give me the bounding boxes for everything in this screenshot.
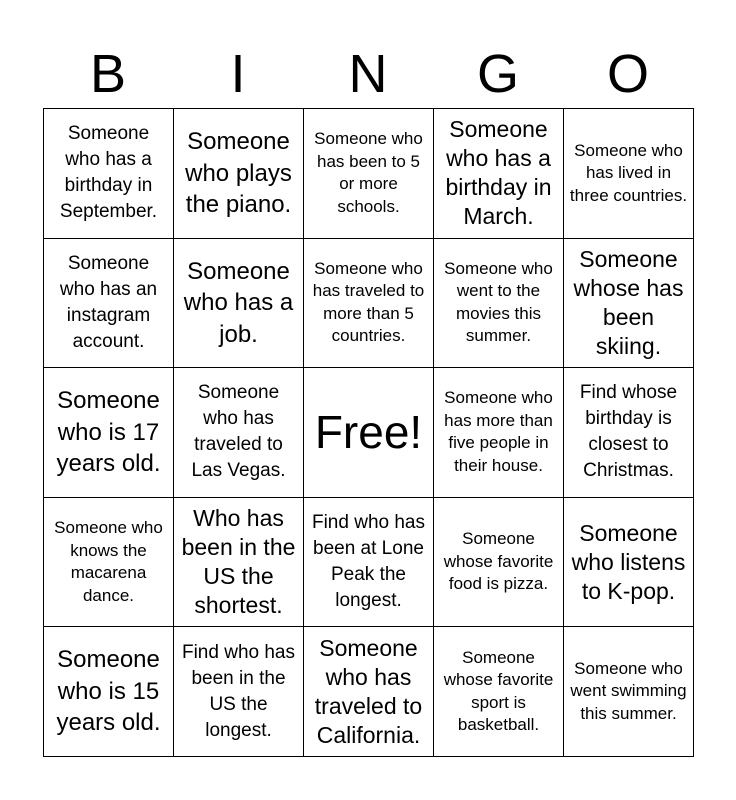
bingo-cell-text: Someone who has a birthday in September. <box>59 123 158 223</box>
bingo-cell[interactable] <box>174 109 304 239</box>
header-letter-i: I <box>230 44 246 104</box>
bingo-cell-text: Someone who has traveled to Las Vegas. <box>191 382 286 482</box>
free-space-text: Free! <box>314 406 423 459</box>
bingo-cell[interactable] <box>304 498 434 628</box>
bingo-cell-text: Someone who plays the piano. <box>185 128 292 219</box>
bingo-cell-text: Find whose birthday is closest to Christmas. <box>579 382 678 482</box>
bingo-cell-text: Someone who has lived in three countries. <box>569 140 688 205</box>
bingo-cell-text: Someone who knows the macarena dance. <box>54 518 163 605</box>
bingo-cell-text: Someone who has a birthday in March. <box>445 116 552 230</box>
bingo-cell[interactable] <box>434 627 564 757</box>
bingo-cell-text: Someone whose favorite food is pizza. <box>443 529 554 594</box>
bingo-cell-text: Someone who has traveled to California. <box>314 634 423 748</box>
bingo-cell-text: Someone whose has been skiing. <box>573 245 684 359</box>
bingo-cell[interactable] <box>174 368 304 498</box>
bingo-cell-text: Someone who is 17 years old. <box>56 387 161 478</box>
bingo-cell[interactable] <box>434 239 564 369</box>
bingo-cell-text: Someone whose favorite sport is basketball. <box>443 647 554 735</box>
bingo-header <box>43 40 693 108</box>
bingo-cell[interactable] <box>564 368 694 498</box>
bingo-card <box>43 108 694 757</box>
bingo-cell[interactable] <box>174 627 304 757</box>
bingo-cell-text: Find who has been in the US the longest. <box>181 641 295 741</box>
bingo-cell-text: Someone who is 15 years old. <box>56 646 161 737</box>
bingo-cell-text: Someone who has an instagram account. <box>59 252 158 352</box>
free-space-cell[interactable] <box>304 368 434 498</box>
bingo-cell[interactable] <box>304 239 434 369</box>
bingo-cell[interactable] <box>44 368 174 498</box>
bingo-cell[interactable] <box>174 498 304 628</box>
bingo-cell[interactable] <box>44 627 174 757</box>
bingo-cell[interactable] <box>564 109 694 239</box>
bingo-cell-text: Someone who listens to K-pop. <box>571 519 686 604</box>
header-letter-o: O <box>606 44 649 104</box>
bingo-cell-text: Someone who has a job. <box>183 257 294 348</box>
bingo-cell[interactable] <box>564 498 694 628</box>
bingo-cell[interactable] <box>564 239 694 369</box>
bingo-cell-text: Someone who went to the movies this summer. <box>444 258 553 346</box>
bingo-cell-text: Find who has been at Lone Peak the longest. <box>311 512 425 612</box>
bingo-cell[interactable] <box>44 498 174 628</box>
bingo-cell[interactable] <box>174 239 304 369</box>
bingo-cell[interactable] <box>564 627 694 757</box>
bingo-cell[interactable] <box>434 109 564 239</box>
bingo-cell-text: Someone who has more than five people in their house. <box>444 388 553 475</box>
header-letter-b: B <box>89 44 127 104</box>
bingo-cell[interactable] <box>304 627 434 757</box>
bingo-cell[interactable] <box>434 498 564 628</box>
bingo-cell-text: Someone who has traveled to more than 5 countries. <box>312 258 425 346</box>
bingo-cell-text: Who has been in the US the shortest. <box>181 505 296 619</box>
bingo-cell[interactable] <box>44 109 174 239</box>
bingo-cell-text: Someone who went swimming this summer. <box>570 658 687 723</box>
bingo-cell-text: Someone who has been to 5 or more schools. <box>314 129 423 216</box>
bingo-cell[interactable] <box>304 109 434 239</box>
bingo-cell[interactable] <box>44 239 174 369</box>
header-letter-g: G <box>476 44 519 104</box>
header-letter-n: N <box>348 44 388 104</box>
bingo-cell[interactable] <box>434 368 564 498</box>
